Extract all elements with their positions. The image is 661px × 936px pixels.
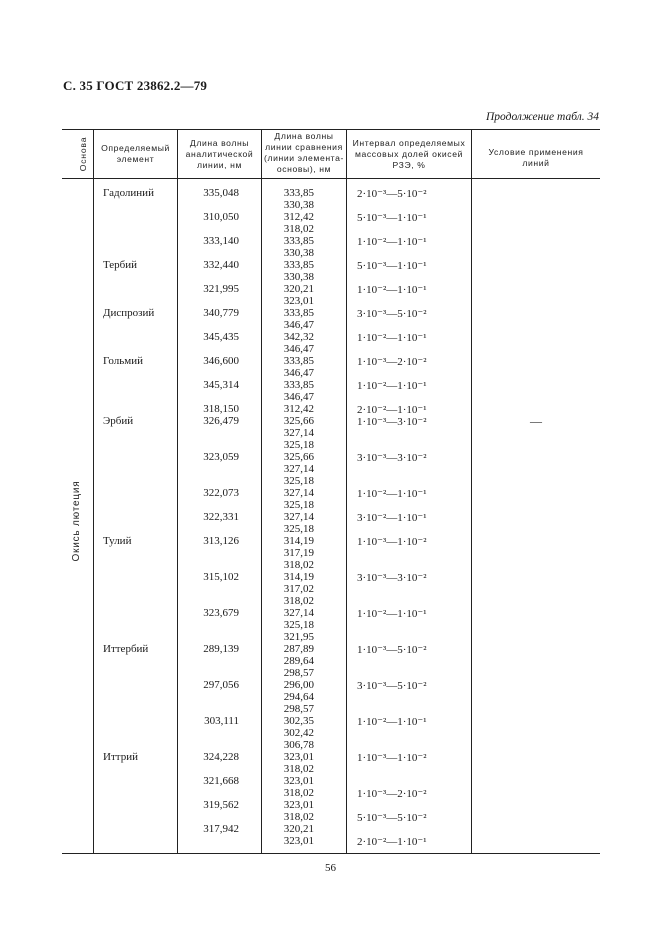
element-name: Диспрозий — [103, 307, 155, 319]
comparison-lines: 325,66 327,14 325,18 — [283, 415, 314, 451]
interval-value: 3·10⁻³—5·10⁻² — [357, 680, 427, 692]
comparison-lines: 312,42 318,02 — [283, 211, 314, 235]
analytical-wavelength: 345,314 — [203, 379, 239, 391]
interval-value: 1·10⁻³—5·10⁻² — [357, 644, 427, 656]
analytical-wavelength: 340,779 — [203, 307, 239, 319]
column-divider — [346, 129, 347, 853]
comparison-lines: 312,42 — [283, 403, 314, 415]
comparison-lines: 320,21 323,01 — [283, 283, 314, 307]
comparison-lines: 302,35 302,42 306,78 — [283, 715, 314, 751]
element-name: Гадолиний — [103, 187, 154, 199]
analytical-wavelength: 335,048 — [203, 187, 239, 199]
element-name: Тербий — [103, 259, 138, 271]
analytical-wavelength: 289,139 — [203, 643, 239, 655]
page-number: 56 — [325, 862, 336, 874]
column-divider — [471, 129, 472, 853]
interval-value: 3·10⁻³—5·10⁻² — [357, 308, 427, 320]
interval-value: 1·10⁻³—3·10⁻² — [357, 416, 427, 428]
comparison-lines: 342,32 346,47 — [283, 331, 314, 355]
condition-value: — — [530, 414, 542, 428]
page-header: С. 35 ГОСТ 23862.2—79 — [63, 78, 208, 93]
comparison-lines: 314,19 317,19 318,02 — [283, 535, 314, 571]
interval-value: 2·10⁻²—1·10⁻¹ — [357, 404, 427, 416]
comparison-lines: 320,21 323,01 — [283, 823, 314, 847]
interval-value: 2·10⁻²—1·10⁻¹ — [357, 836, 427, 848]
comparison-lines: 296,00 294,64 298,57 — [283, 679, 314, 715]
comparison-lines: 327,14 325,18 — [283, 487, 314, 511]
analytical-wavelength: 345,435 — [203, 331, 239, 343]
interval-value: 5·10⁻³—5·10⁻² — [357, 812, 427, 824]
analytical-wavelength: 315,102 — [203, 571, 239, 583]
interval-value: 1·10⁻³—2·10⁻² — [357, 356, 427, 368]
element-name: Эрбий — [103, 415, 134, 427]
interval-value: 2·10⁻³—5·10⁻² — [357, 188, 427, 200]
analytical-wavelength: 323,059 — [203, 451, 239, 463]
comparison-lines: 333,85 346,47 — [283, 379, 314, 403]
interval-value: 1·10⁻²—1·10⁻¹ — [357, 608, 427, 620]
analytical-wavelength: 332,440 — [203, 259, 239, 271]
table-header-rule — [62, 178, 600, 179]
analytical-wavelength: 324,228 — [203, 751, 239, 763]
header-analytical-wavelength: Длина волны аналитической линии, нм — [185, 138, 254, 170]
analytical-wavelength: 346,600 — [203, 355, 239, 367]
header-comparison-wavelength: Длина волны линии сравнения (линии элемента- основы), нм — [264, 131, 344, 174]
analytical-wavelength: 322,073 — [203, 487, 239, 499]
element-name: Тулий — [103, 535, 132, 547]
comparison-lines: 333,85 346,47 — [283, 355, 314, 379]
interval-value: 1·10⁻²—1·10⁻¹ — [357, 236, 427, 248]
base-value: Окись лютеция — [71, 480, 82, 562]
comparison-lines: 325,66 327,14 325,18 — [283, 451, 314, 487]
analytical-wavelength: 326,479 — [203, 415, 239, 427]
interval-value: 1·10⁻²—1·10⁻¹ — [357, 488, 427, 500]
interval-value: 3·10⁻³—3·10⁻² — [357, 572, 427, 584]
comparison-lines: 333,85 330,38 — [283, 187, 314, 211]
analytical-wavelength: 317,942 — [203, 823, 239, 835]
analytical-wavelength: 310,050 — [203, 211, 239, 223]
header-condition: Условие применения линий — [488, 147, 584, 168]
analytical-wavelength: 322,331 — [203, 511, 239, 523]
comparison-lines: 314,19 317,02 318,02 — [283, 571, 314, 607]
comparison-lines: 327,14 325,18 321,95 — [283, 607, 314, 643]
interval-value: 5·10⁻³—1·10⁻¹ — [357, 260, 427, 272]
interval-value: 1·10⁻³—2·10⁻² — [357, 788, 427, 800]
interval-value: 1·10⁻²—1·10⁻¹ — [357, 380, 427, 392]
element-name: Иттербий — [103, 643, 149, 655]
comparison-lines: 323,01 318,02 — [283, 751, 314, 775]
comparison-lines: 327,14 325,18 — [283, 511, 314, 535]
comparison-lines: 287,89 289,64 298,57 — [283, 643, 314, 679]
element-name: Гольмий — [103, 355, 143, 367]
interval-value: 1·10⁻²—1·10⁻¹ — [357, 332, 427, 344]
interval-value: 1·10⁻³—1·10⁻² — [357, 536, 427, 548]
comparison-lines: 333,85 330,38 — [283, 259, 314, 283]
interval-value: 5·10⁻³—1·10⁻¹ — [357, 212, 427, 224]
interval-value: 3·10⁻³—3·10⁻² — [357, 452, 427, 464]
table-top-rule — [62, 129, 600, 130]
comparison-lines: 323,01 318,02 — [283, 799, 314, 823]
interval-value: 1·10⁻²—1·10⁻¹ — [357, 716, 427, 728]
header-interval: Интервал определяемых массовых долей окисей РЗЭ, % — [352, 138, 466, 170]
element-name: Иттрий — [103, 751, 138, 763]
interval-value: 1·10⁻³—1·10⁻² — [357, 752, 427, 764]
analytical-wavelength: 319,562 — [203, 799, 239, 811]
analytical-wavelength: 333,140 — [203, 235, 239, 247]
column-divider — [93, 129, 94, 853]
table-continuation-label: Продолжение табл. 34 — [486, 111, 599, 123]
table-bottom-rule — [62, 853, 600, 854]
comparison-lines: 333,85 346,47 — [283, 307, 314, 331]
analytical-wavelength: 318,150 — [203, 403, 239, 415]
analytical-wavelength: 297,056 — [203, 679, 239, 691]
analytical-wavelength: 321,668 — [203, 775, 239, 787]
analytical-wavelength: 313,126 — [203, 535, 239, 547]
comparison-lines: 333,85 330,38 — [283, 235, 314, 259]
header-element: Определяемый элемент — [101, 143, 170, 164]
comparison-lines: 323,01 318,02 — [283, 775, 314, 799]
header-base: Основа — [78, 136, 88, 172]
analytical-wavelength: 321,995 — [203, 283, 239, 295]
analytical-wavelength: 323,679 — [203, 607, 239, 619]
interval-value: 1·10⁻²—1·10⁻¹ — [357, 284, 427, 296]
interval-value: 3·10⁻²—1·10⁻¹ — [357, 512, 427, 524]
analytical-wavelength: 303,111 — [204, 715, 239, 727]
